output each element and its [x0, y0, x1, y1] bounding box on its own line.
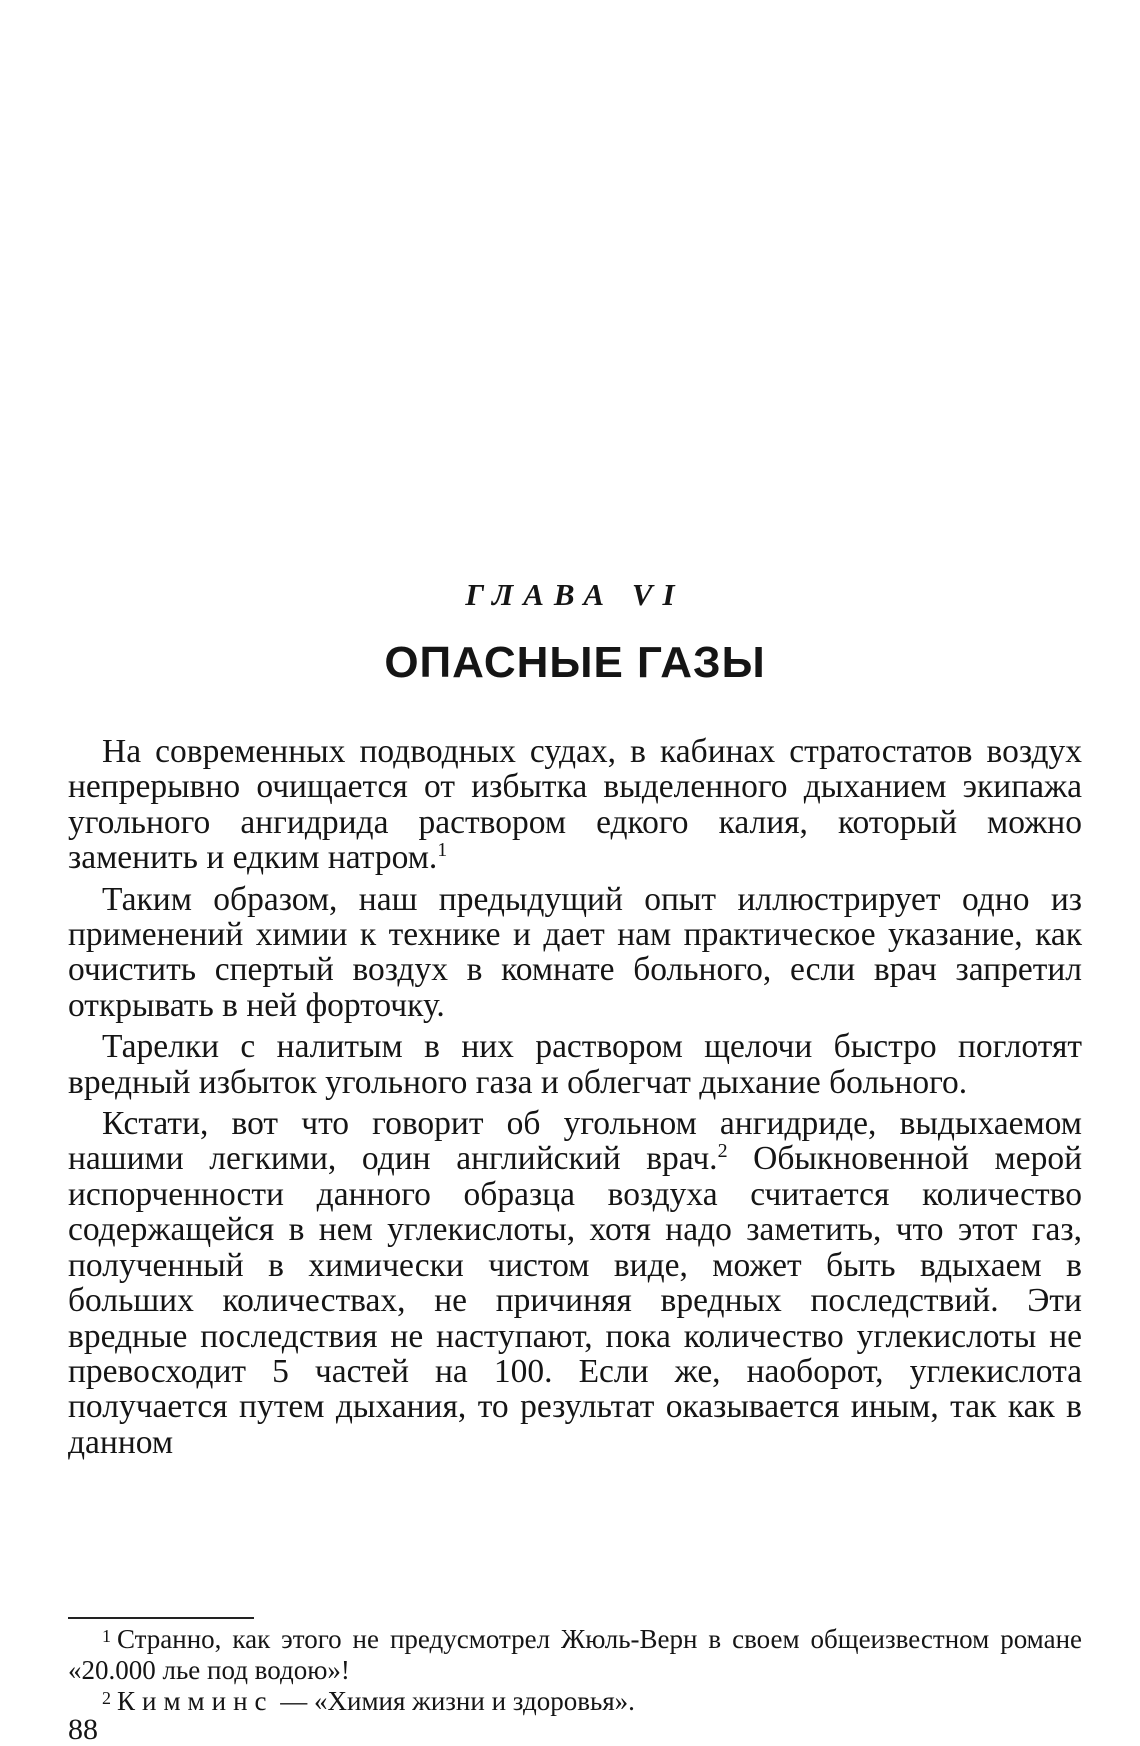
body-text — [68, 734, 1082, 1466]
footnote-reference: 1 — [437, 839, 448, 862]
paragraph-text: Тарелки с налитым в них раствором щелочи быстро поглотят вредный избыток угольного газа и облегчат дыхание больного. — [68, 1028, 1082, 1101]
chapter-title: ОПАСНЫЕ ГАЗЫ — [384, 638, 766, 687]
paragraph-text: Таким образом, наш предыдущий опыт иллюстрирует одно из применений химии к технике и дает нам практическое указание, как очистить спертый воздух в комнате больного, если врач запретил открывать в ней форточку. — [68, 880, 1082, 1024]
paragraph-text-continued: Обыкновенной мерой испорченности данного образца воздуха считается количество содержащейся в нем углекислоты, хотя надо заметить, что этот газ, полученный в химически чистом виде, может быть вдыхаем в больших количествах, не причиняя вредных последствий. Эти вредные последствия не наступают, пока количество углекислоты не превосходит 5 частей на 100. Если же, наоборот, углекислота получается путем дыхания, то результат оказывается иным, так как в данном — [68, 1140, 1083, 1461]
footnote-author: Кимминс — [117, 1686, 274, 1716]
footnote-mark: 1 — [102, 1626, 111, 1646]
page-number: 88 — [68, 1713, 98, 1746]
footnote — [68, 1624, 1082, 1686]
footnote-mark: 2 — [102, 1688, 111, 1708]
book-page — [68, 0, 1083, 1746]
chapter-label: ГЛАВА VI — [465, 577, 685, 612]
paragraph — [68, 1106, 1082, 1460]
paragraph — [68, 734, 1082, 876]
footnotes — [68, 1624, 1082, 1717]
footnote-text: — «Химия жизни и здоровья». — [273, 1686, 635, 1716]
footnote-reference: 2 — [717, 1140, 728, 1163]
paragraph — [68, 1029, 1082, 1100]
paragraph — [68, 882, 1082, 1024]
footnote-divider — [68, 1617, 254, 1619]
paragraph-text: Кстати, вот что говорит об угольном ангидриде, выдыхаемом нашими легкими, один английский врач. — [68, 1105, 1082, 1178]
footnote — [68, 1686, 1082, 1717]
paragraph-text: На современных подводных судах, в кабинах стратостатов воздух непрерывно очищается от избытка выделенного дыханием экипажа угольного ангидрида раствором едкого калия, который можно заменить и едким натром. — [68, 733, 1082, 877]
footnote-text: Странно, как этого не предусмотрел Жюль-Верн в своем общеизвестном романе «20.000 лье под водою»! — [68, 1624, 1082, 1685]
